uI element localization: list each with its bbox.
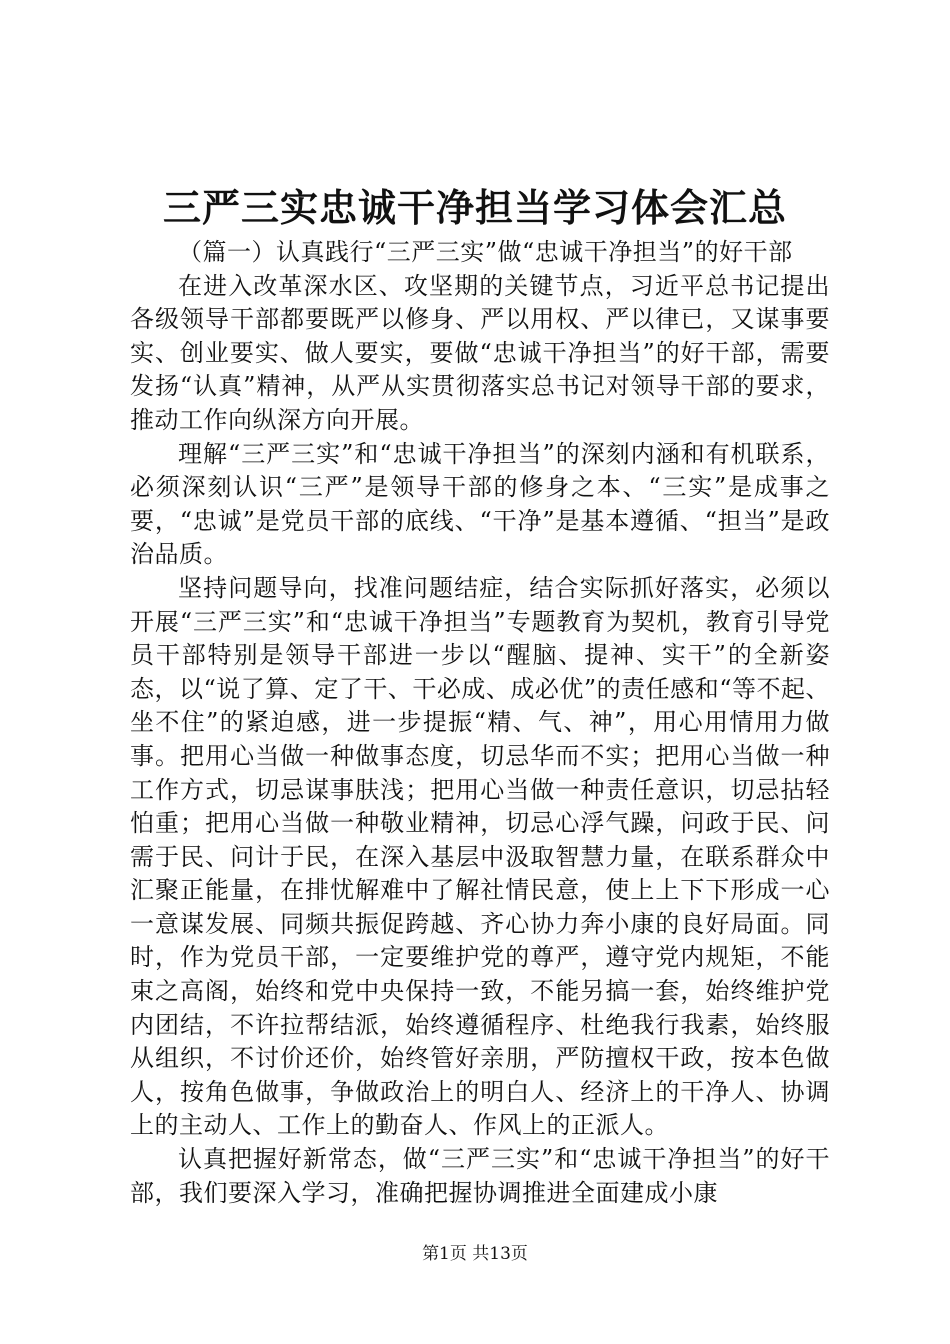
paragraph: 认真把握好新常态，做“三严三实”和“忠诚干净担当”的好干部，我们要深入学习，准确把握协调推进全面建成小康 — [130, 1145, 830, 1207]
document-body — [130, 236, 830, 1210]
paragraph: 在进入改革深水区、攻坚期的关键节点，习近平总书记提出各级领导干部都要既严以修身、严以用权、严以律已，又谋事要实、创业要实、做人要实，要做“忠诚干净担当”的好干部，需要发扬“认真”精神，从严从实贯彻落实总书记对领导干部的要求，推动工作向纵深方向开展。 — [130, 271, 830, 434]
paragraph-heading: （篇一）认真践行“三严三实”做“忠诚干净担当”的好干部 — [178, 238, 793, 266]
document-title: 三严三实忠诚干净担当学习体会汇总 — [162, 185, 787, 230]
page-number-footer: 第1页 共13页 — [422, 1244, 528, 1264]
paragraph: 坚持问题导向，找准问题结症，结合实际抓好落实，必须以开展“三严三实”和“忠诚干净担当”专题教育为契机，教育引导党员干部特别是领导干部进一步以“醒脑、提神、实干”的全新姿态，以“说了算、定了干、干必成、成必优”的责任感和“等不起、坐不住”的紧迫感，进一步提振“精、气、神”，用心用情用力做事。把用心当做一种做事态度，切忌华而不实；把用心当做一种工作方式，切忌谋事肤浅；把用心当做一种责任意识，切忌拈轻怕重；把用心当做一种敬业精神，切忌心浮气躁，问政于民、问需于民、问计于民，在深入基层中汲取智慧力量，在联系群众中汇聚正能量，在排忧解难中了解社情民意，使上上下下形成一心一意谋发展、同频共振促跨越、齐心协力奔小康的良好局面。同时，作为党员干部，一定要维护党的尊严，遵守党内规矩，不能束之高阁，始终和党中央保持一致，不能另搞一套，始终维护党内团结，不许拉帮结派，始终遵循程序、杜绝我行我素，始终服从组织，不讨价还价，始终管好亲朋，严防擅权干政，按本色做人，按角色做事，争做政治上的明白人、经济上的干净人、协调上的主动人、工作上的勤奋人、作风上的正派人。 — [130, 573, 830, 1140]
paragraph: 理解“三严三实”和“忠诚干净担当”的深刻内涵和有机联系，必须深刻认识“三严”是领导干部的修身之本、“三实”是成事之要，“忠诚”是党员干部的底线、“干净”是基本遵循、“担当”是政治品质。 — [130, 439, 830, 569]
